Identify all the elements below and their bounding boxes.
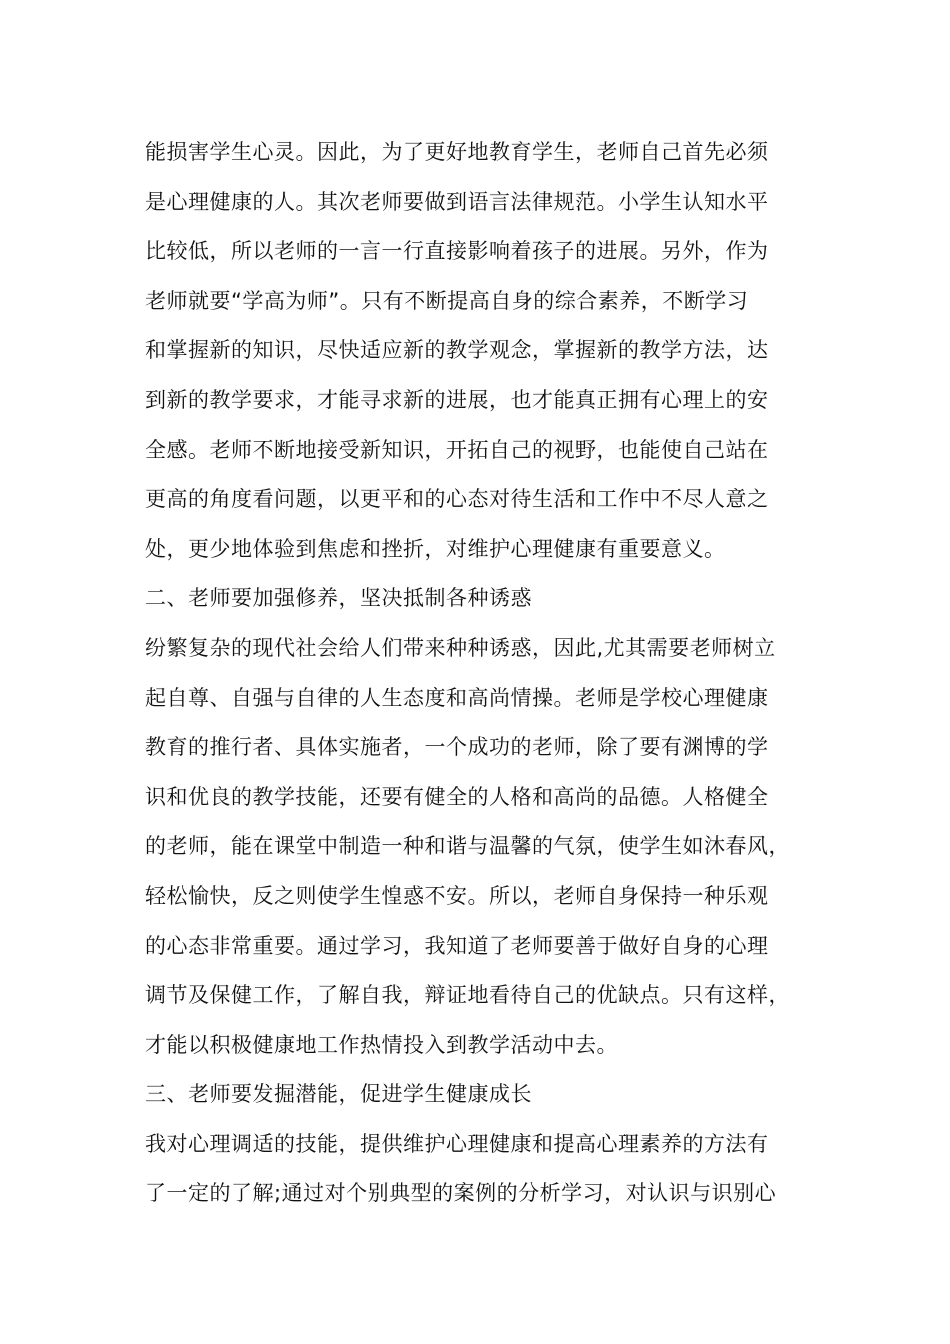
section-heading: 三、老师要发掘潜能，促进学生健康成长 (145, 1082, 532, 1107)
section-heading: 二、老师要加强修养，坚决抵制各种诱惑 (145, 586, 532, 611)
text-line: 的老师，能在课堂中制造一种和谐与温馨的气氛，使学生如沐春风， (145, 834, 790, 859)
text-line: 起自尊、自强与自律的人生态度和高尚情操。老师是学校心理健康 (145, 685, 769, 710)
text-line: 调节及保健工作，了解自我，辩证地看待自己的优缺点。只有这样， (145, 983, 790, 1008)
text-line: 教育的推行者、具体实施者，一个成功的老师，除了要有渊博的学 (145, 735, 769, 760)
text-line: 能损害学生心灵。因此，为了更好地教育学生，老师自己首先必须 (145, 140, 769, 164)
text-line: 处，更少地体验到焦虑和挫折，对维护心理健康有重要意义。 (145, 536, 726, 561)
text-line: 的心态非常重要。通过学习，我知道了老师要善于做好自身的心理 (145, 933, 769, 958)
document-body (145, 128, 825, 1219)
text-line: 识和优良的教学技能，还要有健全的人格和高尚的品德。人格健全 (145, 784, 769, 809)
text-line: 才能以积极健康地工作热情投入到教学活动中去。 (145, 1032, 618, 1057)
text-line: 我对心理调适的技能，提供维护心理健康和提高心理素养的方法有 (145, 1131, 769, 1156)
text-line: 全感。老师不断地接受新知识，开拓自己的视野，也能使自己站在 (145, 437, 769, 462)
text-line: 到新的教学要求，才能寻求新的进展，也才能真正拥有心理上的安 (145, 387, 769, 412)
text-line: 纷繁复杂的现代社会给人们带来种种诱惑，因此,尤其需要老师树立 (145, 635, 776, 660)
text-line: 轻松愉快，反之则使学生惶惑不安。所以，老师自身保持一种乐观 (145, 883, 769, 908)
text-line: 比较低，所以老师的一言一行直接影响着孩子的进展。另外，作为 (145, 239, 769, 264)
text-line: 了一定的了解;通过对个别典型的案例的分析学习，对认识与识别心 (145, 1181, 777, 1206)
text-line: 更高的角度看问题，以更平和的心态对待生活和工作中不尽人意之 (145, 487, 769, 512)
text-line: 老师就要“学高为师”。只有不断提高自身的综合素养，不断学习 (145, 288, 749, 313)
text-line: 是心理健康的人。其次老师要做到语言法律规范。小学生认知水平 (145, 189, 769, 214)
text-line: 和掌握新的知识，尽快适应新的教学观念，掌握新的教学方法，达 (145, 338, 769, 363)
